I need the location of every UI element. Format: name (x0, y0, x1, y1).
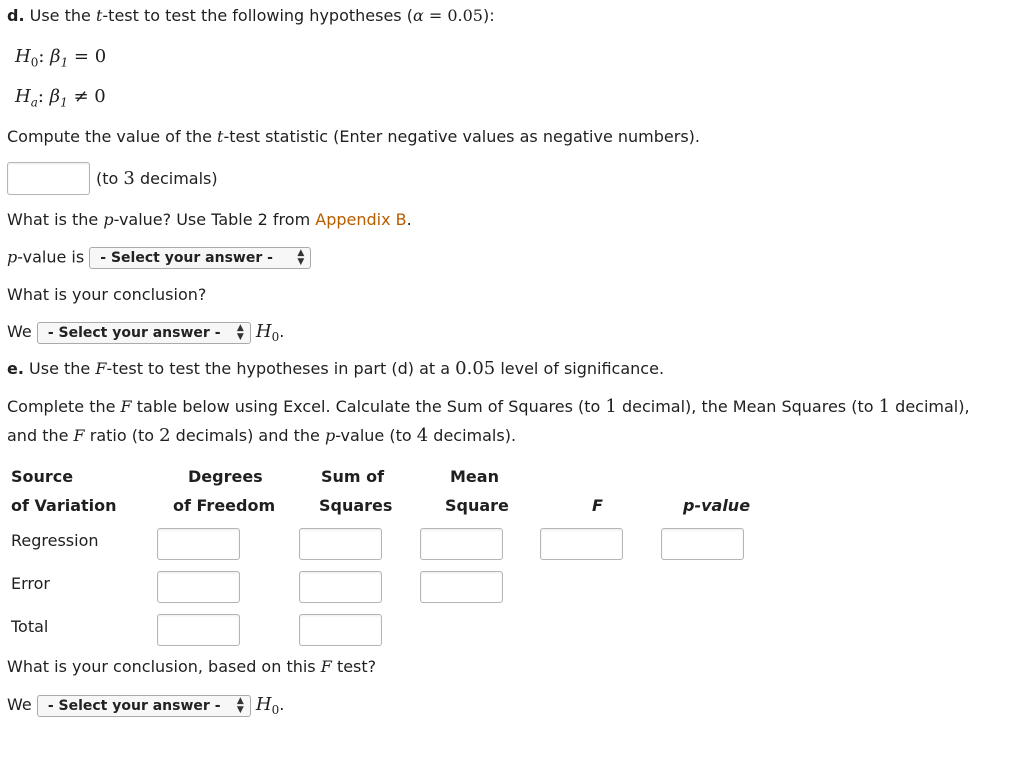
header-sum-of: Sum of (321, 467, 385, 486)
regression-ss-input[interactable] (299, 528, 382, 560)
part-e-instruction: e. Use the F-test to test the hypotheses in part (d) at a 0.05 level of significance. (7, 358, 665, 379)
f-test-conclusion-question: What is your conclusion, based on this F test? (7, 657, 377, 676)
conclusion-row-e: We - Select your answer - ▲ ▼ $H_0$. (7, 694, 285, 718)
total-ss-input[interactable] (299, 614, 382, 646)
header-squares: Squares (319, 496, 393, 515)
t-statistic-input[interactable] (7, 162, 90, 195)
t-decimals-note: (to 3 decimals) (96, 168, 218, 189)
conclusion-select-e[interactable]: - Select your answer - ▲ ▼ (37, 695, 251, 717)
conclusion-select-d[interactable]: - Select your answer - ▲ ▼ (37, 322, 251, 344)
error-ms-input[interactable] (420, 571, 503, 603)
select-arrows-icon: ▲ ▼ (297, 248, 305, 267)
conclusion-question: What is your conclusion? (7, 285, 207, 304)
f-table-instructions-2: and the F ratio (to 2 decimals) and the p-value (to 4 decimals). (7, 425, 517, 446)
null-hypothesis: $H_0$: $\beta_1 = 0$ (15, 46, 107, 70)
part-d-instruction: d. Use the t-test to test the following hypotheses (α = 0.05): (7, 6, 495, 25)
row-label-error: Error (11, 574, 50, 593)
header-mean: Mean (450, 467, 499, 486)
select-arrows-icon: ▲ ▼ (236, 695, 244, 715)
alternative-hypothesis: $H_a$: $\beta_1 \ne 0$ (15, 86, 106, 110)
appendix-b-link[interactable]: Appendix B (315, 210, 407, 229)
f-table-instructions-1: Complete the F table below using Excel. Calculate the Sum of Squares (to 1 decimal), the Mean Squares (to 1 decimal), (7, 396, 970, 417)
header-square: Square (445, 496, 509, 515)
total-df-input[interactable] (157, 614, 240, 646)
header-degrees: Degrees (188, 467, 263, 486)
header-f: F (592, 496, 603, 515)
conclusion-row-d: We - Select your answer - ▲ ▼ $H_0$. (7, 321, 285, 345)
error-ss-input[interactable] (299, 571, 382, 603)
regression-ms-input[interactable] (420, 528, 503, 560)
p-value-question: What is the p-value? Use Table 2 from Appendix B. (7, 210, 412, 229)
header-of-freedom: of Freedom (173, 496, 276, 515)
header-source: Source (11, 467, 74, 486)
row-label-regression: Regression (11, 531, 99, 550)
select-arrows-icon: ▲ ▼ (236, 322, 244, 342)
row-label-total: Total (11, 617, 49, 636)
p-value-row: p-value is - Select your answer - ▲ ▼ (7, 247, 311, 269)
compute-t-prompt: Compute the value of the t-test statistic (Enter negative values as negative numbers). (7, 127, 700, 146)
regression-df-input[interactable] (157, 528, 240, 560)
regression-f-input[interactable] (540, 528, 623, 560)
header-of-variation: of Variation (11, 496, 117, 515)
regression-pvalue-input[interactable] (661, 528, 744, 560)
header-p-value: p-value (683, 496, 751, 515)
p-value-select[interactable]: - Select your answer - ▲ ▼ (89, 247, 311, 269)
error-df-input[interactable] (157, 571, 240, 603)
